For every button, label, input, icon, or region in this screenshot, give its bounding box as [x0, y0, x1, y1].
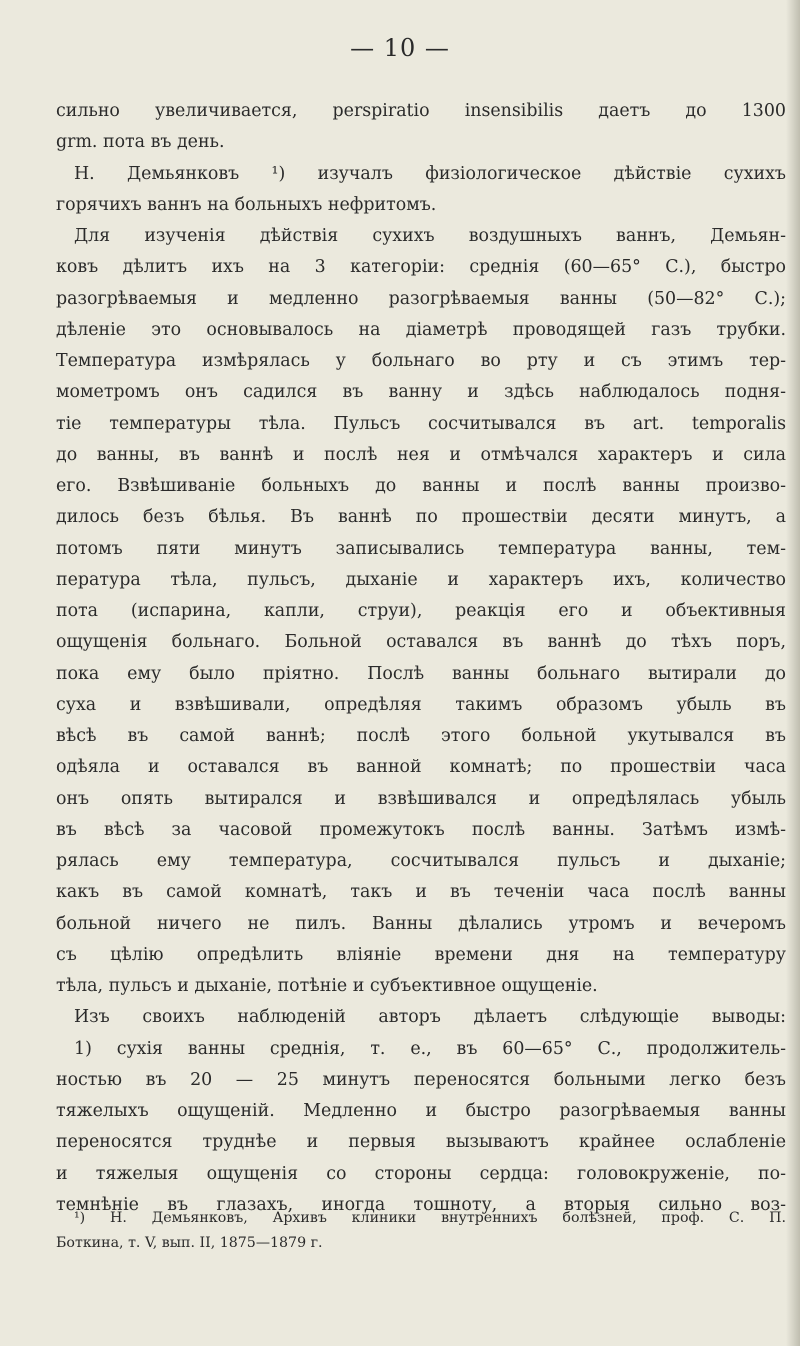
body-text: [56, 96, 786, 1221]
text-line: онъ опять вытирался и взвѣшивался и опредѣлялась убыль: [56, 788, 786, 809]
text-line: рялась ему температура, сосчитывался пульсъ и дыханiе;: [56, 851, 786, 871]
text-line: съ цѣлiю опредѣлить влiянiе времени дня на температуру: [56, 944, 786, 965]
text-line: тѣла, пульсъ и дыханiе, потѣнiе и субъективное ощущенiе.: [56, 976, 598, 996]
text-line: тяжелыхъ ощущенiй. Медленно и быстро разогрѣваемыя ванны: [56, 1101, 786, 1121]
text-line: суха и взвѣшивали, опредѣляя такимъ образомъ убыль въ: [56, 694, 786, 715]
text-line: горячихъ ваннъ на больныхъ нефритомъ.: [56, 194, 437, 215]
text-line: дилось безъ бѣлья. Въ ваннѣ по прошествiи десяти минутъ, а: [56, 507, 786, 528]
text-line: пература тѣла, пульсъ, дыханiе и характеръ ихъ, количество: [56, 569, 786, 590]
footnote-line: Боткина, т. V, вып. II, 1875—1879 г.: [56, 1235, 323, 1251]
text-line: и тяжелыя ощущенiя со стороны сердца: головокруженiе, по-: [56, 1163, 786, 1184]
text-line: переносятся труднѣе и первыя вызываютъ крайнее ослабленiе: [56, 1132, 786, 1153]
text-line: grm. пота въ день.: [56, 132, 225, 153]
text-line: пока ему было прiятно. Послѣ ванны больнаго вытирали до: [56, 663, 786, 684]
text-line: 1) сухiя ванны среднiя, т. е., въ 60—65° С., продолжитель-: [74, 1038, 786, 1059]
text-line: пота (испарина, капли, струи), реакцiя его и объективныя: [56, 601, 786, 621]
text-line: Для изученiя дѣйствiя сухихъ воздушныхъ ваннъ, Демьян-: [74, 226, 786, 246]
footnote-line: ¹) Н. Демьянковъ, Архивъ клиники внутреннихъ болѣзней, проф. С. П.: [74, 1210, 786, 1226]
text-line: потомъ пяти минутъ записывались температура ванны, тем-: [56, 538, 786, 559]
text-line: его. Взвѣшиванiе больныхъ до ванны и послѣ ванны произво-: [56, 476, 786, 496]
text-line: вѣсѣ въ самой ваннѣ; послѣ этого больной укутывался въ: [56, 726, 786, 746]
footnote: [56, 1206, 786, 1256]
text-line: дѣленiе это основывалось на дiаметрѣ проводящей газъ трубки.: [56, 319, 786, 340]
page-number: — 10 —: [350, 34, 450, 62]
text-line: Н. Демьянковъ ¹) изучалъ физiологическое дѣйствiе сухихъ: [74, 163, 786, 184]
text-line: ностью въ 20 — 25 минутъ переносятся больными легко безъ: [56, 1069, 786, 1090]
text-line: одѣяла и оставался въ ванной комнатѣ; по прошествiи часа: [56, 757, 786, 778]
text-line: ощущенiя больнаго. Больной оставался въ ваннѣ до тѣхъ поръ,: [56, 632, 786, 653]
text-line: больной ничего не пилъ. Ванны дѣлались утромъ и вечеромъ: [56, 913, 786, 934]
text-line: какъ въ самой комнатѣ, такъ и въ теченiи часа послѣ ванны: [56, 882, 786, 903]
text-line: мометромъ онъ садился въ ванну и здѣсь наблюдалось подня-: [56, 382, 786, 403]
text-line: въ вѣсѣ за часовой промежутокъ послѣ ванны. Затѣмъ измѣ-: [56, 819, 786, 840]
text-line: ковъ дѣлитъ ихъ на 3 категорiи: среднiя (60—65° С.), быстро: [56, 257, 786, 278]
text-line: до ванны, въ ваннѣ и послѣ нея и отмѣчался характеръ и сила: [56, 444, 786, 465]
text-line: сильно увеличивается, perspiratio insensibilis даетъ до 1300: [56, 101, 786, 121]
text-line: Температура измѣрялась у больнаго во рту и съ этимъ тер-: [56, 351, 786, 371]
text-line: тiе температуры тѣла. Пульсъ сосчитывался въ art. temporalis: [56, 413, 786, 434]
text-line: темнѣнiе въ глазахъ, иногда тошноту, а вторыя сильно воз-: [56, 1194, 786, 1215]
text-line: Изъ своихъ наблюденiй авторъ дѣлаетъ слѣдующiе выводы:: [74, 1007, 786, 1028]
page-edge-shadow: [786, 0, 800, 1346]
text-line: разогрѣваемыя и медленно разогрѣваемыя ванны (50—82° С.);: [56, 288, 786, 309]
